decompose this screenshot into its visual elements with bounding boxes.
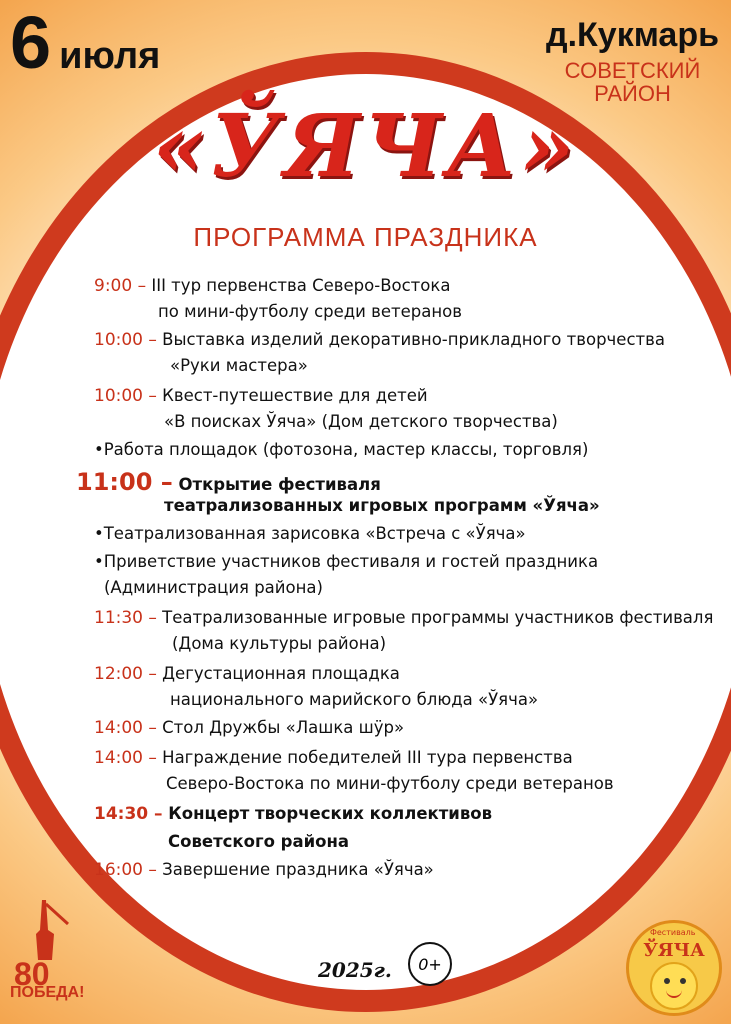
date-day: 6 — [10, 1, 52, 84]
schedule-row — [166, 774, 614, 793]
schedule-text: Советского района — [168, 832, 350, 851]
schedule-row — [94, 664, 400, 684]
schedule-row — [76, 468, 381, 496]
event-date — [10, 1, 161, 84]
schedule-row — [94, 860, 434, 880]
festival-title: «ЎЯЧА» — [152, 96, 579, 197]
schedule-text: Выставка изделий декоративно-прикладного творчества — [162, 330, 665, 349]
schedule-text: «В поисках Ўяча» (Дом детского творчества) — [164, 412, 558, 431]
schedule-row — [94, 608, 713, 628]
schedule-text: Открытие фестиваля — [178, 475, 381, 494]
schedule-time: 14:00 – — [94, 718, 157, 738]
schedule-time: 11:00 – — [76, 468, 173, 496]
schedule-row — [94, 524, 526, 543]
schedule-row — [104, 578, 323, 597]
schedule-row — [94, 440, 588, 459]
event-location — [546, 16, 719, 105]
schedule-text: •Работа площадок (фотозона, мастер классы, торговля) — [94, 440, 589, 459]
schedule-text: Театрализованные игровые программы участников фестиваля — [162, 608, 714, 627]
victory-number: 80 — [14, 956, 50, 992]
schedule-text: театрализованных игровых программ «Ўяча» — [164, 496, 600, 515]
district-line-2: РАЙОН — [594, 81, 671, 107]
schedule-time: 10:00 – — [94, 386, 157, 406]
schedule-text: Северо-Востока по мини-футболу среди ветеранов — [166, 774, 614, 793]
event-year: 2025г. — [318, 958, 392, 982]
schedule-row — [170, 690, 538, 709]
schedule-row — [94, 330, 665, 350]
schedule-row — [164, 496, 600, 515]
schedule-time: 10:00 – — [94, 330, 157, 350]
schedule-row — [168, 832, 349, 851]
sun-mascot-icon — [650, 962, 698, 1010]
schedule-row — [94, 718, 404, 738]
schedule-row — [158, 302, 462, 321]
schedule-row — [94, 748, 573, 768]
age-rating-badge: 0+ — [408, 942, 452, 986]
schedule-time: 14:30 – — [94, 804, 163, 824]
schedule-text: •Театрализованная зарисовка «Встреча с «Ўяча» — [94, 524, 526, 543]
schedule-text: национального марийского блюда «Ўяча» — [170, 690, 539, 709]
schedule-text: «Руки мастера» — [170, 356, 308, 375]
schedule-row — [94, 804, 492, 824]
schedule-text: Дегустационная площадка — [162, 664, 400, 683]
schedule-row — [170, 356, 308, 375]
schedule-text: Стол Дружбы «Лашка шӱр» — [162, 718, 405, 737]
program-subtitle: ПРОГРАММА ПРАЗДНИКА — [193, 222, 538, 252]
schedule-time: 14:00 – — [94, 748, 157, 768]
place-name: д.Кукмарь — [546, 16, 719, 54]
schedule-text: (Дома культуры района) — [172, 634, 387, 653]
schedule-text: Квест-путешествие для детей — [162, 386, 428, 405]
schedule-time: 11:30 – — [94, 608, 157, 628]
schedule-row — [94, 386, 428, 406]
schedule-text: (Администрация района) — [104, 578, 323, 597]
schedule-row — [164, 412, 558, 431]
schedule-row — [94, 552, 598, 571]
schedule-text: Награждение победителей III тура первенства — [162, 748, 573, 767]
schedule-text: Завершение праздника «Ўяча» — [162, 860, 434, 879]
schedule-row — [94, 276, 450, 296]
schedule-text: по мини-футболу среди ветеранов — [158, 302, 462, 321]
schedule-time: 16:00 – — [94, 860, 157, 880]
mascot-eye-right-icon — [680, 978, 686, 984]
mascot-eye-left-icon — [664, 978, 670, 984]
schedule-text: Концерт творческих коллективов — [168, 804, 493, 823]
victory-text: ПОБЕДА! — [10, 984, 85, 1001]
schedule-text: •Приветствие участников фестиваля и гостей праздника — [94, 552, 599, 571]
schedule-row — [172, 634, 386, 653]
date-month: июля — [59, 35, 161, 77]
festival-logo-label: Фестиваль — [650, 928, 696, 937]
schedule-time: 12:00 – — [94, 664, 157, 684]
schedule-text: III тур первенства Северо-Востока — [151, 276, 451, 295]
district-line-1: СОВЕТСКИЙ — [564, 58, 701, 83]
festival-logo-title: ЎЯЧА — [643, 940, 705, 961]
schedule-time: 9:00 – — [94, 276, 147, 296]
